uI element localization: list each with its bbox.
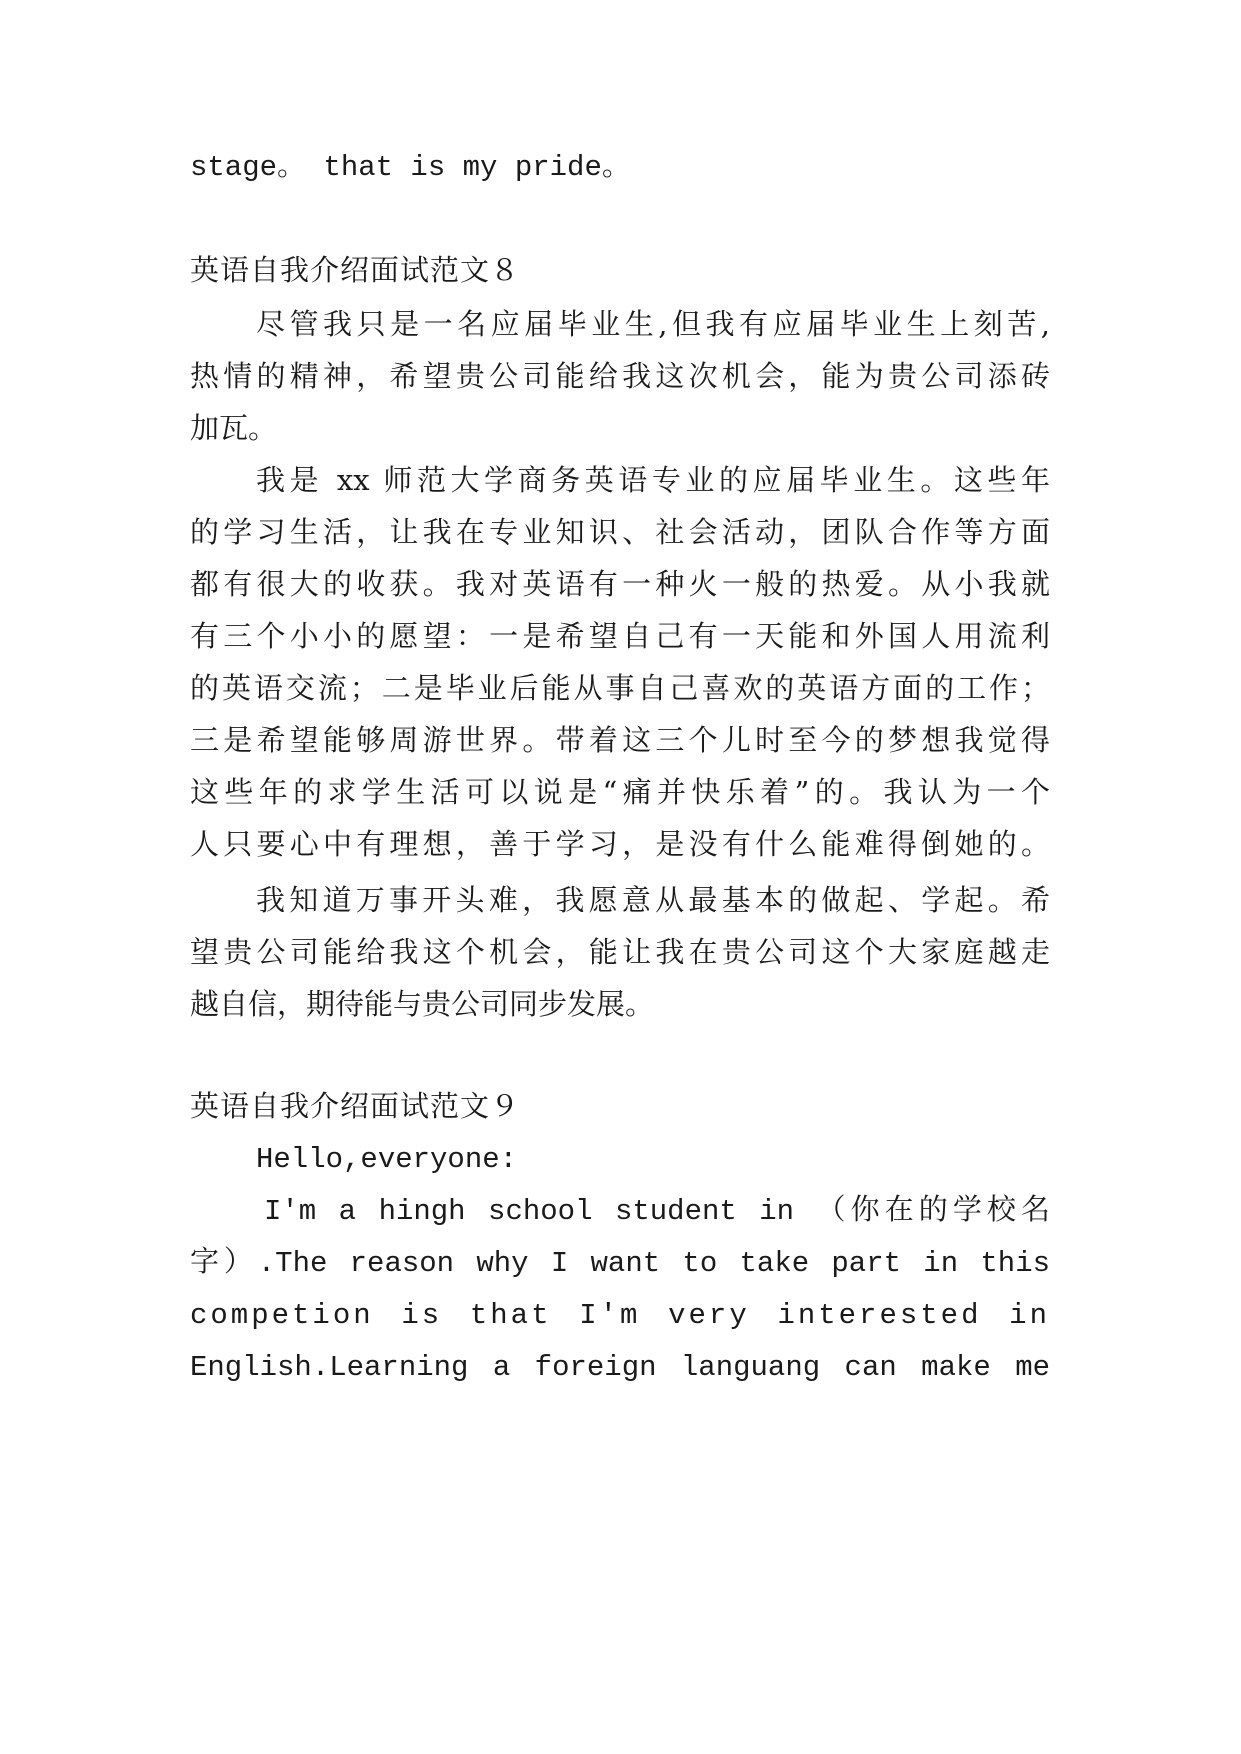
section-9-heading: 英语自我介绍面试范文９	[190, 1089, 521, 1123]
section-9-p1-line-1: I'm a hingh school student in （你在的学校名	[264, 1195, 1050, 1228]
section-9-p1-line-3: competion is that I'm very interested in	[190, 1299, 1050, 1332]
section-8-p2-line-3: 都有很大的收获。我对英语有一种火一般的热爱。从小我就	[190, 567, 1050, 601]
section-8-p1-line-3: 加瓦。	[190, 411, 278, 445]
section-8-p2-line-1: 我是 xx 师范大学商务英语专业的应届毕业生。这些年	[256, 463, 1050, 497]
continuation-line: stage。 that is my pride。	[190, 151, 631, 184]
section-8-p2-line-5: 的英语交流；二是毕业后能从事自己喜欢的英语方面的工作；	[190, 671, 1050, 705]
section-9-greeting: Hello,everyone:	[256, 1143, 518, 1176]
section-8-p3-line-3: 越自信，期待能与贵公司同步发展。	[190, 987, 655, 1021]
section-8-p3-line-1: 我知道万事开头难，我愿意从最基本的做起、学起。希	[256, 883, 1050, 917]
section-8-heading: 英语自我介绍面试范文８	[190, 253, 521, 287]
section-8-p2-line-6: 三是希望能够周游世界。带着这三个儿时至今的梦想我觉得	[190, 723, 1050, 757]
section-8-p2-line-2: 的学习生活，让我在专业知识、社会活动，团队合作等方面	[190, 515, 1050, 549]
section-8-p2-line-7: 这些年的求学生活可以说是“痛并快乐着”的。我认为一个	[190, 775, 1050, 809]
section-8-p2-line-8: 人只要心中有理想，善于学习，是没有什么能难得倒她的。	[190, 827, 1050, 861]
section-8-p3-line-2: 望贵公司能给我这个机会，能让我在贵公司这个大家庭越走	[190, 935, 1050, 969]
section-8-p1-line-2: 热情的精神，希望贵公司能给我这次机会，能为贵公司添砖	[190, 359, 1050, 393]
section-9-p1-line-2: 字）.The reason why I want to take part in this	[190, 1247, 1050, 1280]
section-8-p2-line-4: 有三个小小的愿望：一是希望自己有一天能和外国人用流利	[190, 619, 1050, 653]
section-9-p1-line-4: English.Learning a foreign languang can make me	[190, 1351, 1050, 1384]
section-8-p1-line-1: 尽管我只是一名应届毕业生,但我有应届毕业生上刻苦,	[256, 307, 1050, 341]
